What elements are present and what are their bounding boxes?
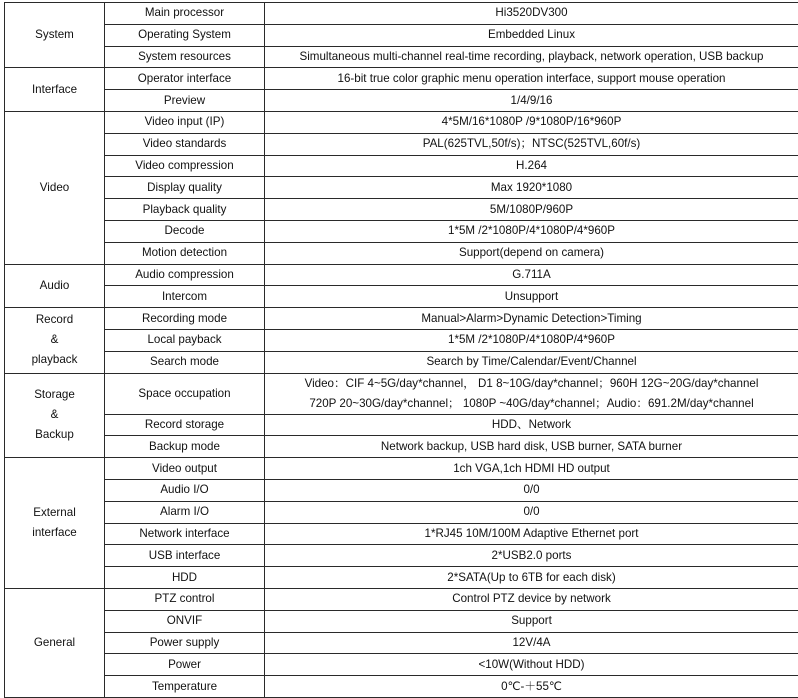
spec-value — [265, 46, 798, 68]
spec-value — [265, 329, 798, 351]
spec-value — [265, 523, 798, 545]
spec-row — [5, 632, 798, 654]
spec-value — [265, 654, 798, 676]
spec-value-line: 0/0 — [269, 505, 794, 519]
spec-label: Operating System — [105, 24, 265, 46]
spec-label: Audio compression — [105, 264, 265, 286]
category-label: Backup — [9, 425, 100, 445]
spec-row — [5, 286, 798, 308]
spec-row — [5, 46, 798, 68]
spec-value-line: Max 1920*1080 — [269, 181, 794, 195]
spec-row — [5, 90, 798, 112]
spec-row — [5, 458, 798, 480]
spec-value-line: Hi3520DV300 — [269, 6, 794, 20]
spec-label: Video output — [105, 458, 265, 480]
spec-value-line: Search by Time/Calendar/Event/Channel — [269, 355, 794, 369]
spec-row — [5, 264, 798, 286]
spec-value-line: PAL(625TVL,50f/s)；NTSC(525TVL,60f/s) — [269, 137, 794, 151]
spec-value-line: 1*RJ45 10M/100M Adaptive Ethernet port — [269, 527, 794, 541]
spec-label: ONVIF — [105, 610, 265, 632]
spec-value-line: 12V/4A — [269, 636, 794, 650]
spec-label: Playback quality — [105, 199, 265, 221]
spec-value-line: 1*5M /2*1080P/4*1080P/4*960P — [269, 224, 794, 238]
spec-value-line: Manual>Alarm>Dynamic Detection>Timing — [269, 312, 794, 326]
category-label: & — [9, 405, 100, 425]
category-cell — [5, 458, 105, 589]
spec-label: System resources — [105, 46, 265, 68]
category-label: System — [9, 25, 100, 45]
spec-label: PTZ control — [105, 588, 265, 610]
spec-value — [265, 90, 798, 112]
spec-value — [265, 3, 798, 25]
spec-label: Intercom — [105, 286, 265, 308]
spec-row — [5, 24, 798, 46]
spec-label: Local payback — [105, 329, 265, 351]
spec-label: Recording mode — [105, 308, 265, 330]
spec-label: Power — [105, 654, 265, 676]
spec-row — [5, 676, 798, 698]
spec-label: USB interface — [105, 545, 265, 567]
category-label: Interface — [9, 80, 100, 100]
category-label: playback — [9, 350, 100, 370]
category-cell — [5, 3, 105, 68]
spec-value — [265, 588, 798, 610]
spec-value-line: 720P 20~30G/day*channel； 1080P ~40G/day*channel；Audio：691.2M/day*channel — [269, 394, 794, 414]
spec-row — [5, 177, 798, 199]
spec-row — [5, 308, 798, 330]
spec-value-line: 4*5M/16*1080P /9*1080P/16*960P — [269, 115, 794, 129]
spec-value-line: Control PTZ device by network — [269, 592, 794, 606]
spec-value — [265, 501, 798, 523]
spec-value-line: Support(depend on camera) — [269, 246, 794, 260]
spec-row — [5, 199, 798, 221]
spec-label: HDD — [105, 567, 265, 589]
spec-value — [265, 177, 798, 199]
spec-value-line: 16-bit true color graphic menu operation interface, support mouse operation — [269, 72, 794, 86]
spec-value-line: HDD、Network — [269, 418, 794, 432]
spec-value-line: Simultaneous multi-channel real-time recording, playback, network operation, USB backup — [269, 50, 794, 64]
spec-value — [265, 436, 798, 458]
spec-value — [265, 567, 798, 589]
spec-label: Network interface — [105, 523, 265, 545]
category-label: & — [9, 330, 100, 350]
spec-row — [5, 610, 798, 632]
spec-value-line: 0/0 — [269, 483, 794, 497]
spec-value-line: Unsupport — [269, 290, 794, 304]
spec-label: Video standards — [105, 133, 265, 155]
spec-row — [5, 373, 798, 414]
category-cell — [5, 588, 105, 697]
spec-row — [5, 68, 798, 90]
spec-label: Backup mode — [105, 436, 265, 458]
spec-value — [265, 24, 798, 46]
spec-label: Record storage — [105, 414, 265, 436]
spec-row — [5, 545, 798, 567]
spec-row — [5, 133, 798, 155]
spec-value — [265, 610, 798, 632]
spec-value — [265, 373, 798, 414]
spec-value-line: Embedded Linux — [269, 28, 794, 42]
spec-row — [5, 436, 798, 458]
spec-value — [265, 264, 798, 286]
spec-label: Power supply — [105, 632, 265, 654]
spec-value — [265, 632, 798, 654]
spec-value-line: Video：CIF 4~5G/day*channel， D1 8~10G/day*channel；960H 12G~20G/day*channel — [269, 374, 794, 394]
spec-value-line: 2*SATA(Up to 6TB for each disk) — [269, 571, 794, 585]
spec-value — [265, 414, 798, 436]
spec-label: Motion detection — [105, 242, 265, 264]
spec-value — [265, 242, 798, 264]
spec-row — [5, 3, 798, 25]
spec-row — [5, 654, 798, 676]
spec-label: Space occupation — [105, 373, 265, 414]
spec-value-line: 1ch VGA,1ch HDMI HD output — [269, 462, 794, 476]
spec-value-line: Support — [269, 614, 794, 628]
spec-value — [265, 676, 798, 698]
spec-value — [265, 133, 798, 155]
spec-value-line: 0℃-＋55℃ — [269, 680, 794, 694]
spec-value — [265, 155, 798, 177]
spec-value-line: <10W(Without HDD) — [269, 658, 794, 672]
spec-value — [265, 111, 798, 133]
spec-row — [5, 414, 798, 436]
spec-label: Search mode — [105, 351, 265, 373]
category-cell — [5, 111, 105, 264]
spec-row — [5, 242, 798, 264]
category-label: General — [9, 633, 100, 653]
spec-value-line: G.711A — [269, 268, 794, 282]
spec-label: Video input (IP) — [105, 111, 265, 133]
spec-row — [5, 351, 798, 373]
spec-label: Alarm I/O — [105, 501, 265, 523]
spec-row — [5, 479, 798, 501]
category-label: Record — [9, 310, 100, 330]
spec-label: Preview — [105, 90, 265, 112]
category-label: External — [9, 503, 100, 523]
spec-value — [265, 220, 798, 242]
category-label: Audio — [9, 276, 100, 296]
category-label: Video — [9, 178, 100, 198]
spec-value-line: H.264 — [269, 159, 794, 173]
spec-value — [265, 351, 798, 373]
spec-label: Decode — [105, 220, 265, 242]
category-cell — [5, 308, 105, 373]
spec-label: Temperature — [105, 676, 265, 698]
spec-value-line: 5M/1080P/960P — [269, 203, 794, 217]
spec-value-line: 1*5M /2*1080P/4*1080P/4*960P — [269, 333, 794, 347]
spec-row — [5, 329, 798, 351]
spec-table-body — [5, 3, 798, 698]
spec-row — [5, 111, 798, 133]
spec-value — [265, 68, 798, 90]
spec-row — [5, 501, 798, 523]
spec-label: Operator interface — [105, 68, 265, 90]
spec-row — [5, 567, 798, 589]
spec-row — [5, 523, 798, 545]
spec-row — [5, 588, 798, 610]
spec-label: Video compression — [105, 155, 265, 177]
category-label: interface — [9, 523, 100, 543]
spec-value — [265, 545, 798, 567]
spec-value — [265, 286, 798, 308]
category-cell — [5, 373, 105, 458]
spec-label: Audio I/O — [105, 479, 265, 501]
spec-row — [5, 220, 798, 242]
category-cell — [5, 264, 105, 308]
spec-table — [4, 2, 798, 698]
spec-value-line: 2*USB2.0 ports — [269, 549, 794, 563]
category-label: Storage — [9, 385, 100, 405]
spec-label: Display quality — [105, 177, 265, 199]
spec-value — [265, 479, 798, 501]
spec-value-line: 1/4/9/16 — [269, 94, 794, 108]
category-cell — [5, 68, 105, 112]
spec-value — [265, 199, 798, 221]
spec-value-line: Network backup, USB hard disk, USB burner, SATA burner — [269, 440, 794, 454]
spec-value — [265, 308, 798, 330]
spec-value — [265, 458, 798, 480]
spec-label: Main processor — [105, 3, 265, 25]
spec-row — [5, 155, 798, 177]
